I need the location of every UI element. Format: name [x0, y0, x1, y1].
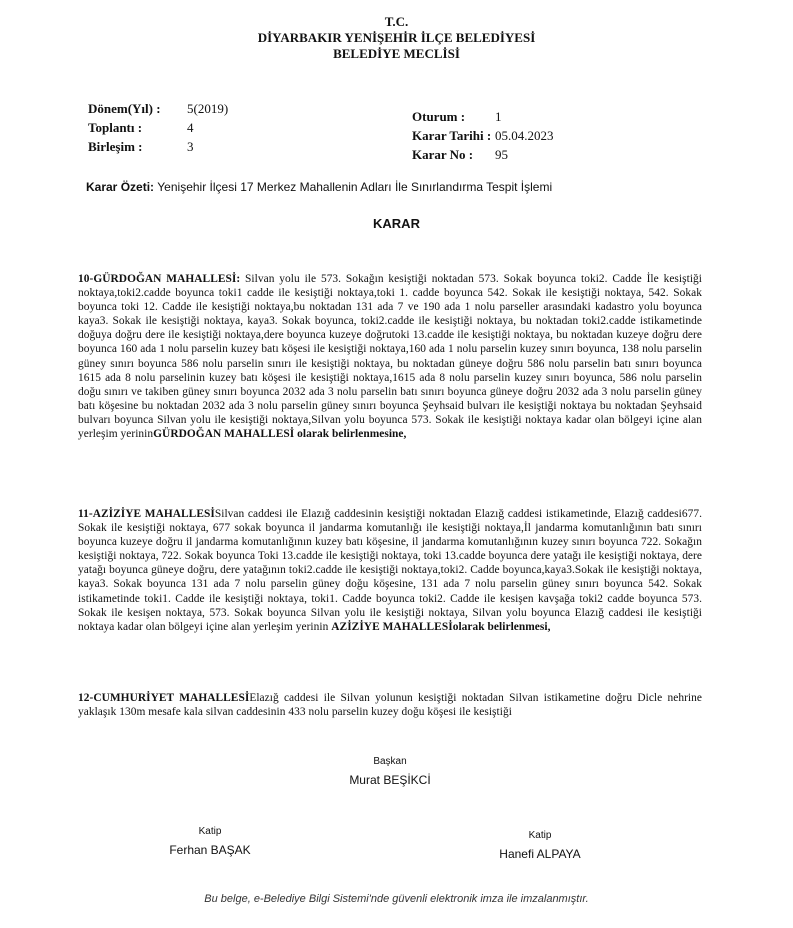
clerk1-name: Ferhan BAŞAK: [169, 843, 251, 857]
meta-karar-tarihi-label: Karar Tarihi :: [412, 128, 492, 143]
paragraph-body: Silvan yolu ile 573. Sokağın kesiştiği noktadan 573. Sokak boyunca toki2. Cadde İle kesiştiği noktaya,toki2.cadde boyunca toki1 cadde ile kesiştiği noktaya,toki 1. cadde boyunca 542. Sokak ile kesiştiği noktaya, 542. Sokak boyunca toki 12. Cadde ile kesiştiği noktaya,bu noktadan 131 ada 7 ve 190 ada 1 nolu parseller arasındaki kadastro yolu boyunca kaya3. Sokak ile kesiştiği noktaya, kaya3. Sokak boyunca, toki2.cadde ile kesiştiği noktaya, bu noktadan toki2.cadde istikametinde doğuya doğru dere ile kesiştiği noktaya,dere boyunca kuzeye doğrutoki 13.cadde ile kesiştiği noktaya, bu noktadan kuzeye doğru dere boyunca 160 ada 1 nolu parselin kuzey batı köşesi ile kesiştiği noktaya,160 ada 1 nolu parselin kuzey sınırı boyunca, 138 nolu parselin güney sınırı boyunca 586 nolu parselin sınırı ile kesiştiği noktaya, bu noktadan güneye doğru 586 nolu parselin batı sınırı boyunca 1615 ada 8 nolu parselinin kuzey batı köşesi ile kesiştiği noktaya,1615 ada 8 nolu parselin kuzey sınırı boyunca, 586 nolu parselin doğu sınırı ve takiben güney sınırı boyunca 2032 ada 3 nolu parselin batı sınırı boyunca güneye doğru 2032 ada 3 nolu parselin güney batı köşesine bu noktadan 2032 ada 3 nolu parselin güney sınırı boyunca Şeyhsaid bulvarı ile kesiştiği noktaya bu noktadan Şeyhsaid bulvarı boyunca Silvan yolu ile kesiştiği noktaya,Silvan yolu boyunca 573. Sokak ile kesiştiği noktaya kadar olan bölgeyi içine alan yerleşim yerinin: [78, 273, 702, 441]
section-title: KARAR: [373, 216, 420, 231]
header-council: BELEDİYE MECLİSİ: [333, 46, 460, 61]
paragraph-heading: 11-AZİZİYE MAHALLESİ: [78, 508, 215, 520]
paragraph-heading: 10-GÜRDOĞAN MAHALLESİ:: [78, 273, 241, 285]
paragraph-body: Silvan caddesi ile Elazığ caddesinin kesiştiği noktadan Elazığ caddesi istikametinde, Elazığ caddesi677. Sokak ile kesiştiği noktaya, 677 sokak boyunca il jandarma komutanlığı ile kesiştiği noktaya,İl jandarma komutanlığının batı sınırı boyunca kuzeye doğru il jandarma komutanlığının kuzey batı köşesine, il jandarma komutanlığının kuzey sınırı boyunca 722. Sokağın kesiştiği noktaya, 722. Sokak boyunca Toki 13.cadde ile kesiştiği noktaya, toki 13.cadde boyunca dere yatağı ile kesiştiği noktaya, dere yatağı boyunca güneye doğru, dere yatağının toki2.cadde ile kesiştiği noktaya,toki2. Cadde boyunca,kaya3.Sokak ile kesiştiği noktaya, kaya3. Sokak boyunca 131 ada 7 nolu parselin güney doğu köşesine, 131 ada 7 nolu parselin güney sınırı boyunca 542. Sokak istikametinde toki1. Cadde ile kesiştiği noktaya, toki1. Cadde boyunca toki2. Cadde ile kesişen kavşağa toki2 cadde boyunca 573. Sokak ile kesişen noktaya, 573. Sokak boyunca Silvan yolu ile kesiştiği noktaya, Silvan yolu boyunca Elazığ caddesi ile kesiştiği noktaya kadar olan bölgeyi içine alan yerleşim yerinin: [78, 508, 702, 633]
president-role: Başkan: [373, 756, 407, 767]
header-tc: T.C.: [384, 14, 409, 29]
clerk2-role: Katip: [528, 830, 552, 841]
clerk1-role: Katip: [198, 826, 222, 837]
meta-toplanti-value: 4: [187, 120, 194, 135]
paragraph-aziziye: [78, 507, 702, 634]
president-name: Murat BEŞİKCİ: [349, 773, 431, 787]
e-signature-notice: Bu belge, e-Belediye Bilgi Sistemi'nde güvenli elektronik imza ile imzalanmıştır.: [204, 893, 589, 905]
paragraph-closing: olarak belirlenmesi,: [452, 620, 551, 633]
meta-karar-tarihi-value: 05.04.2023: [495, 128, 554, 143]
summary-text: Yenişehir İlçesi 17 Merkez Mahallenin Adları İle Sınırlandırma Tespit İşlemi: [157, 180, 553, 194]
meta-donem-value: 5(2019): [187, 101, 229, 116]
paragraph-closing: olarak belirlenmesine,: [294, 428, 407, 441]
meta-birlesim-label: Birleşim :: [88, 139, 143, 154]
header-municipality: DİYARBAKIR YENİŞEHİR İLÇE BELEDİYESİ: [257, 30, 536, 45]
paragraph-closing-bold: GÜRDOĞAN MAHALLESİ: [153, 428, 295, 441]
meta-toplanti-label: Toplantı :: [88, 120, 143, 135]
meta-karar-no-label: Karar No :: [412, 147, 474, 162]
clerk2-name: Hanefi ALPAYA: [499, 847, 581, 861]
meta-karar-no-value: 95: [495, 147, 508, 162]
summary-label: Karar Özeti:: [86, 180, 155, 194]
paragraph-cumhuriyet: [78, 691, 702, 719]
meta-oturum-label: Oturum :: [412, 109, 466, 124]
meta-donem-label: Dönem(Yıl) :: [88, 101, 161, 116]
meta-oturum-value: 1: [495, 109, 502, 124]
meta-birlesim-value: 3: [187, 139, 194, 154]
paragraph-heading: 12-CUMHURİYET MAHALLESİ: [78, 692, 250, 704]
paragraph-closing-bold: AZİZİYE MAHALLESİ: [331, 620, 453, 633]
paragraph-gurdogan: [78, 272, 702, 441]
decision-summary: [86, 179, 552, 195]
paragraph-body: Elazığ caddesi ile Silvan yolunun kesiştiği noktadan Silvan istikametine doğru Dicle nehrine yaklaşık 130m mesafe kala silvan caddesinin 433 nolu parselin kuzey doğu köşesi ile kesiştiği: [78, 692, 702, 719]
